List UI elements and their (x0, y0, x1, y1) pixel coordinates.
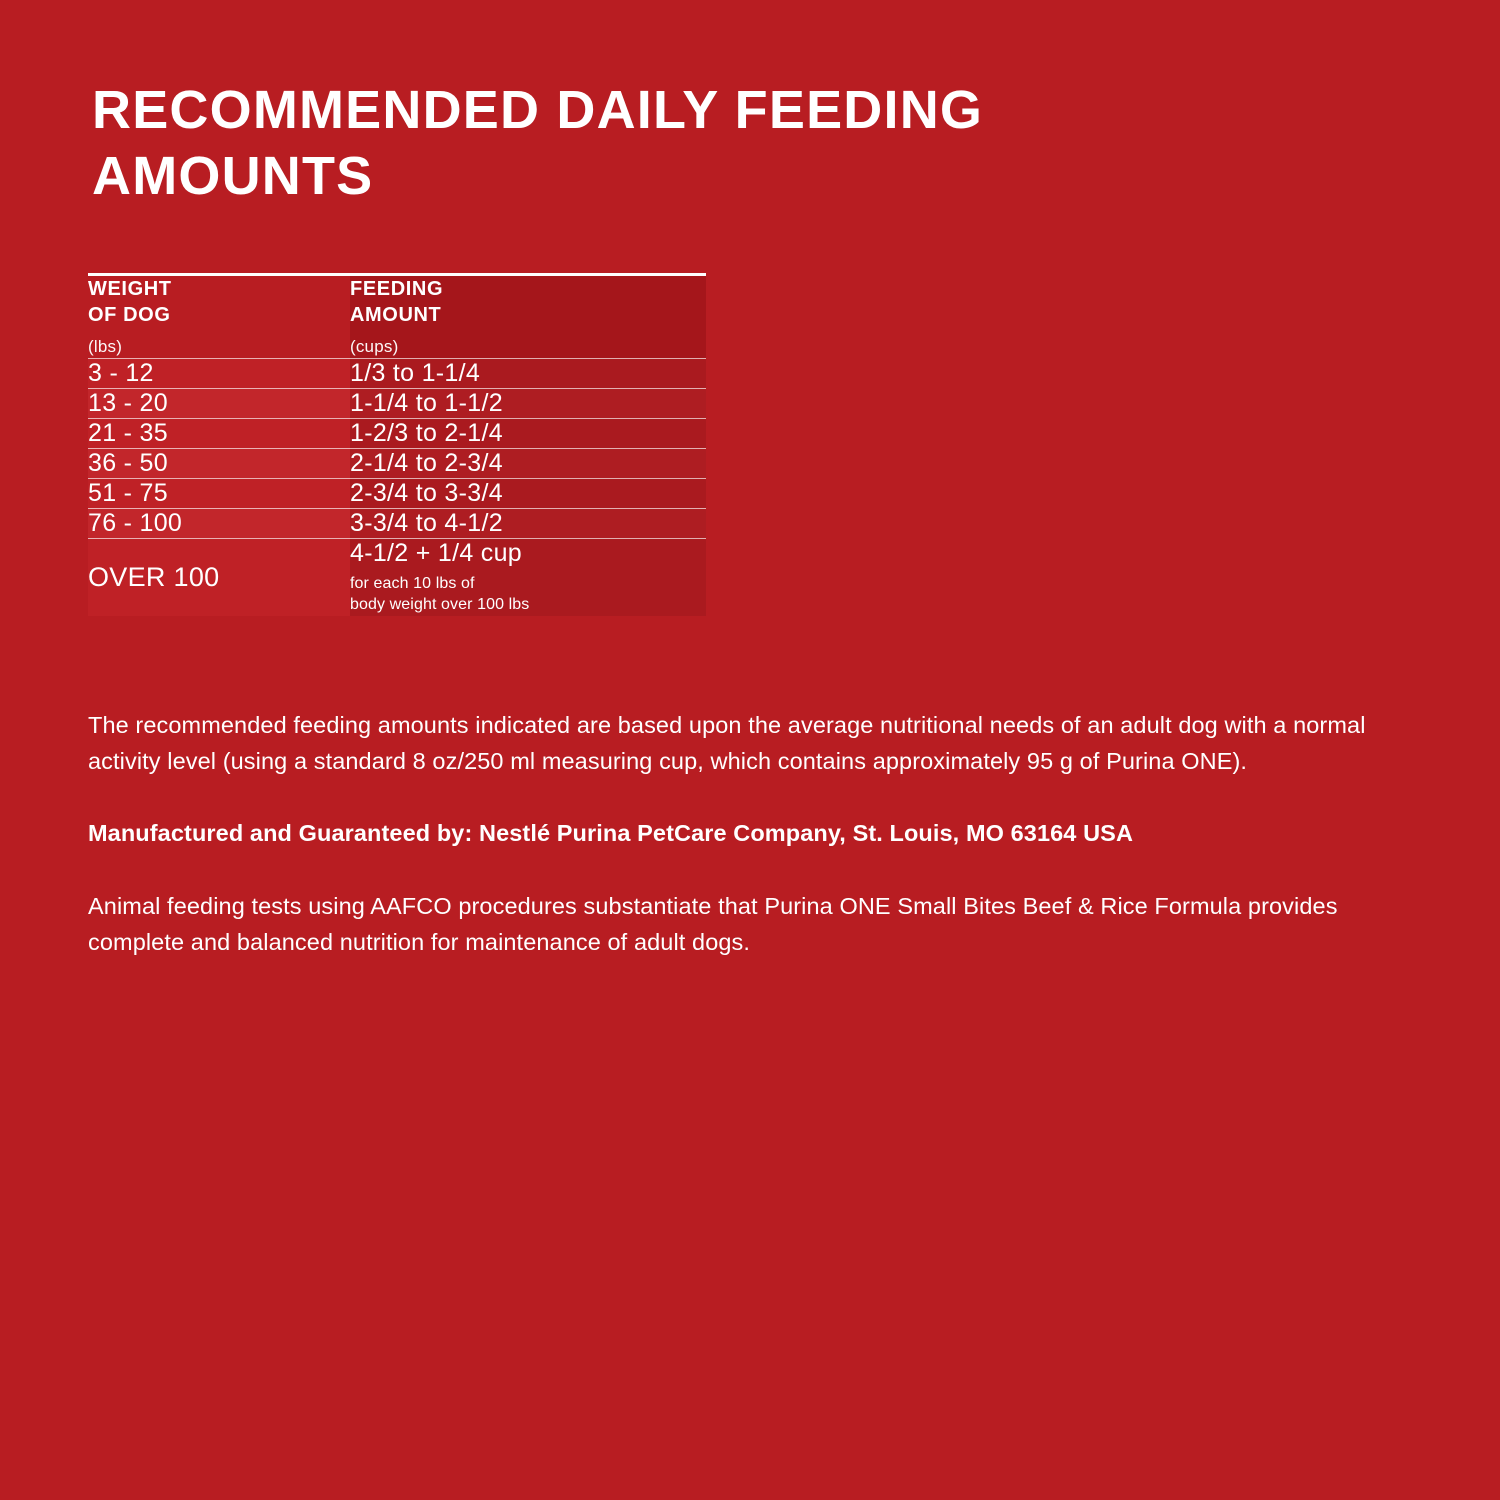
cell-amount: 1-1/4 to 1-1/2 (350, 388, 706, 418)
cell-weight: 13 - 20 (88, 388, 350, 418)
cell-amount: 1/3 to 1-1/4 (350, 358, 706, 388)
cell-weight: 36 - 50 (88, 448, 350, 478)
column-header-weight-line1: WEIGHT (88, 277, 172, 300)
column-header-amount-unit: (cups) (350, 336, 399, 356)
column-header-weight-line2: OF DOG (88, 304, 171, 327)
aafco-statement: Animal feeding tests using AAFCO procedures substantiate that Purina ONE Small Bites Beef & Rice Formula provides complete and balanced nutrition for maintenance of adult dogs. (88, 893, 1338, 955)
cell-amount: 2-3/4 to 3-3/4 (350, 478, 706, 508)
column-header-amount (350, 274, 706, 358)
feeding-amounts-table (88, 273, 706, 616)
column-header-weight-unit: (lbs) (88, 336, 123, 356)
table-row (88, 358, 706, 388)
notes-section (88, 708, 1418, 961)
table-row (88, 388, 706, 418)
cell-amount: 1-2/3 to 2-1/4 (350, 418, 706, 448)
cell-amount-note (350, 574, 706, 616)
column-header-amount-line2: AMOUNT (350, 304, 442, 327)
page-title: RECOMMENDED DAILY FEEDING AMOUNTS (92, 80, 984, 206)
cell-amount (350, 538, 706, 616)
cell-amount: 2-1/4 to 2-3/4 (350, 448, 706, 478)
table-row (88, 418, 706, 448)
cell-weight: 3 - 12 (88, 358, 350, 388)
manufacturer-line: Manufactured and Guaranteed by: Nestlé Purina PetCare Company, St. Louis, MO 63164 USA (88, 819, 1134, 846)
column-header-weight (88, 274, 350, 358)
cell-weight: OVER 100 (88, 538, 350, 616)
cell-weight: 76 - 100 (88, 508, 350, 538)
column-header-amount-line1: FEEDING (350, 277, 444, 300)
feeding-note-paragraph: The recommended feeding amounts indicated are based upon the average nutritional needs of an adult dog with a normal activity level (using a standard 8 oz/250 ml measuring cup, which contains approximately 95 g of Purina ONE). (88, 712, 1366, 774)
table-header-row (88, 274, 706, 358)
table-row (88, 508, 706, 538)
cell-amount: 3-3/4 to 4-1/2 (350, 508, 706, 538)
table-row (88, 448, 706, 478)
table-row-over-100 (88, 538, 706, 616)
cell-amount-value: 4-1/2 + 1/4 cup (350, 538, 522, 567)
table-row (88, 478, 706, 508)
cell-amount-note-line1: for each 10 lbs of (350, 575, 475, 593)
cell-weight: 21 - 35 (88, 418, 350, 448)
cell-weight: 51 - 75 (88, 478, 350, 508)
cell-amount-note-line2: body weight over 100 lbs (350, 596, 530, 614)
